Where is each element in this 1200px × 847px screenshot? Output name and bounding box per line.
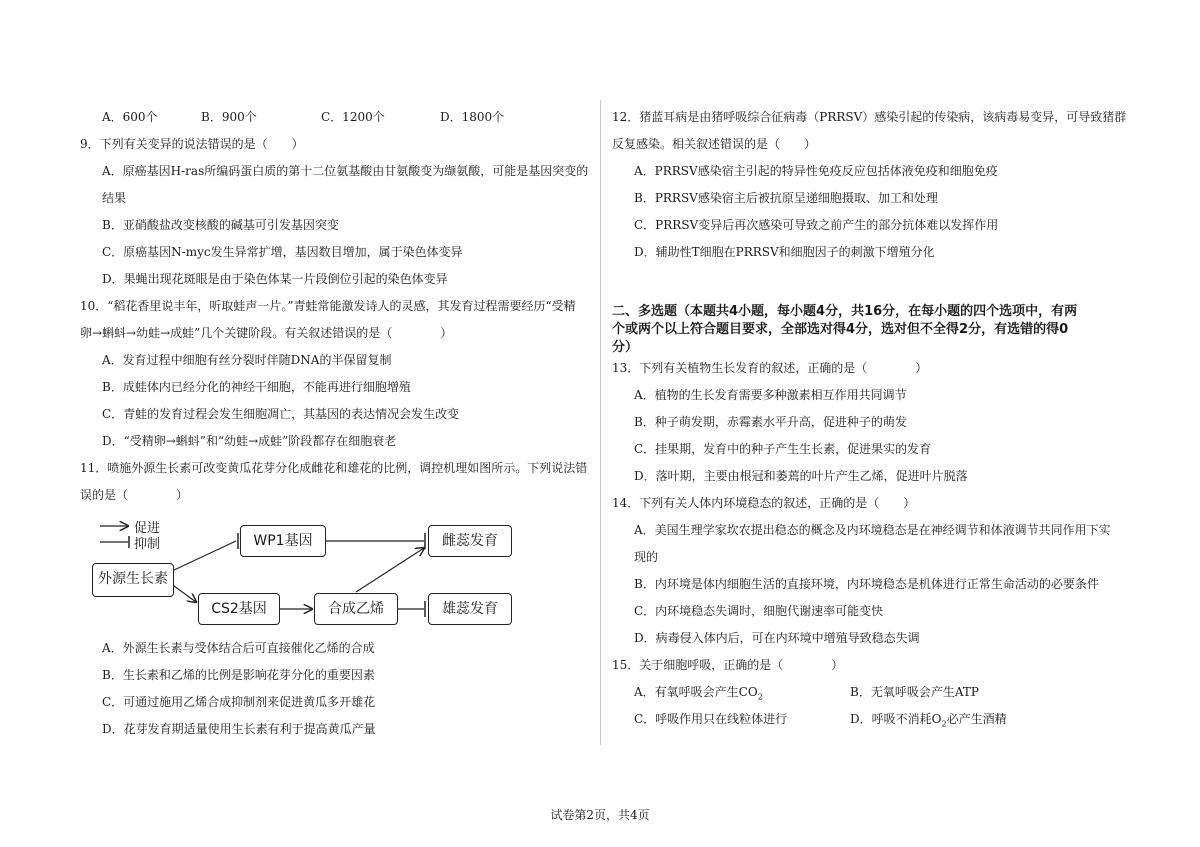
q14-option-c: C．内环境稳态失调时，细胞代谢速率可能变快 <box>634 604 884 618</box>
q9-stem: 9．下列有关变异的说法错误的是（ ） <box>80 137 304 151</box>
q10-option-d: D．“受精卵→蝌蚪”和“幼蛙→成蛙”阶段都存在细胞衰老 <box>102 434 397 448</box>
legend-inhibit-label: 抑制 <box>134 537 161 552</box>
q11-option-d: D．花芽发育期适量使用生长素有利于提高黄瓜产量 <box>102 722 376 736</box>
q10-stem: 10．“稻花香里说丰年，听取蛙声一片。”青蛙常能激发诗人的灵感，其发育过程需要经历“受精 <box>80 299 576 313</box>
q12-option-d: D．辅助性T细胞在PRRSV和细胞因子的刺激下增殖分化 <box>634 245 935 259</box>
q13-stem: 13．下列有关植物生长发育的叙述，正确的是（ ） <box>612 361 928 375</box>
q12-option-c: C．PRRSV变异后再次感染可导致之前产生的部分抗体难以发挥作用 <box>634 218 999 232</box>
q15-stem: 15．关于细胞呼吸，正确的是（ ） <box>612 658 844 672</box>
q12-stem-cont: 反复感染。相关叙述错误的是（ ） <box>612 137 817 151</box>
ethylene-box: 合成乙烯 <box>314 593 398 625</box>
q10-stem-cont: 卵→蝌蚪→幼蛙→成蛙”几个关键阶段。有关叙述错误的是（ ） <box>80 326 453 340</box>
q15-option-d-text: D．呼吸不消耗O <box>850 712 942 726</box>
q15-option-a-text: A．有氧呼吸会产生CO <box>634 685 758 699</box>
section-heading-end: 分） <box>612 340 639 355</box>
q12-option-b: B．PRRSV感染宿主后被抗原呈递细胞摄取、加工和处理 <box>634 191 938 205</box>
q14-option-b: B．内环境是体内细胞生活的直接环境，内环境稳态是机体进行正常生命活动的必要条件 <box>634 577 1099 591</box>
legend-promote-label: 促进 <box>134 521 161 536</box>
q15-option-a <box>612 684 763 705</box>
male-development-box: 雄蕊发育 <box>428 593 512 625</box>
female-development-box: 雌蕊发育 <box>428 525 512 557</box>
q11-stem: 11．喷施外源生长素可改变黄瓜花芽分化成雌花和雄花的比例，调控机理如图所示。下列说法错 <box>80 461 588 475</box>
q15-option-d-sub: 2 <box>941 719 947 729</box>
q13-option-b: B．种子萌发期，赤霉素水平升高，促进种子的萌发 <box>634 415 907 429</box>
q14-option-a: A．美国生理学家坎农提出稳态的概念及内环境稳态是在神经调节和体液调节共同作用下实 <box>634 523 1111 537</box>
q10-option-b: B．成蛙体内已经分化的神经干细胞，不能再进行细胞增殖 <box>102 380 411 394</box>
cs2-gene-box: CS2基因 <box>198 593 280 625</box>
q9-option-c: C．原癌基因N-myc发生异常扩增，基因数目增加，属于染色体变异 <box>102 245 463 259</box>
q10-option-a: A．发育过程中细胞有丝分裂时伴随DNA的半保留复制 <box>102 353 392 367</box>
auxin-to-wp1-line <box>174 541 236 570</box>
q14-option-d: D．病毒侵入体内后，可在内环境中增殖导致稳态失调 <box>634 631 920 645</box>
q12-stem: 12．猪蓝耳病是由猪呼吸综合征病毒（PRRSV）感染引起的传染病，该病毒易变异，可导致猪群 <box>612 110 1127 124</box>
q11-option-a: A．外源生长素与受体结合后可直接催化乙烯的合成 <box>102 641 375 655</box>
q13-option-a: A．植物的生长发育需要多种激素相互作用共同调节 <box>634 388 907 402</box>
q15-option-c: C．呼吸作用只在线粒体进行 <box>634 712 788 726</box>
q12-option-a: A．PRRSV感染宿主引起的特异性免疫反应包括体液免疫和细胞免疫 <box>634 164 998 178</box>
auxin-box: 外源生长素 <box>92 563 174 597</box>
q13-option-d: D．落叶期，主要由根冠和萎蔫的叶片产生乙烯，促进叶片脱落 <box>634 469 968 483</box>
q9-option-d: D．果蝇出现花斑眼是由于染色体某一片段倒位引起的染色体变异 <box>102 272 448 286</box>
q8-option-d: D．1800个 <box>440 110 505 124</box>
q15-option-d-post: 必产生酒精 <box>946 712 1007 726</box>
q8-option-a: A．600个 <box>102 110 158 124</box>
wp1-gene-box: WP1基因 <box>240 525 326 557</box>
section-heading-cont: 个或两个以上符合题目要求，全部选对得4分，选对但不全得2分，有选错的得0 <box>612 322 1069 337</box>
q14-option-a-cont: 现的 <box>634 550 659 564</box>
section-heading: 二、多选题（本题共4小题，每小题4分，共16分，在每小题的四个选项中，有两 <box>612 304 1078 319</box>
column-divider <box>600 100 601 745</box>
ethylene-to-female-arrow <box>356 548 424 592</box>
q10-option-c: C．青蛙的发育过程会发生细胞凋亡，其基因的表达情况会发生改变 <box>102 407 460 421</box>
q8-option-b: B．900个 <box>201 110 257 124</box>
regulation-diagram <box>90 514 530 636</box>
q13-option-c: C．挂果期，发育中的种子产生生长素，促进果实的发育 <box>634 442 932 456</box>
q15-option-a-sub: 2 <box>757 692 763 702</box>
page-footer: 试卷第2页，共4页 <box>550 808 650 822</box>
q9-option-b: B．亚硝酸盐改变核酸的碱基可引发基因突变 <box>102 218 339 232</box>
q11-stem-cont: 误的是（ ） <box>80 488 189 502</box>
q11-option-c: C．可通过施用乙烯合成抑制剂来促进黄瓜多开雄花 <box>102 695 376 709</box>
q8-option-c: C．1200个 <box>321 110 385 124</box>
q15-option-d <box>850 711 1007 732</box>
auxin-to-cs2-arrow <box>174 586 196 602</box>
q11-option-b: B．生长素和乙烯的比例是影响花芽分化的重要因素 <box>102 668 375 682</box>
q9-option-a: A．原癌基因H-ras所编码蛋白质的第十二位氨基酸由甘氨酸变为缬氨酸，可能是基因突变的 <box>102 164 589 178</box>
q14-stem: 14．下列有关人体内环境稳态的叙述，正确的是（ ） <box>612 496 916 510</box>
q15-option-b: B．无氧呼吸会产生ATP <box>850 685 979 699</box>
q9-option-a-cont: 结果 <box>102 191 127 205</box>
